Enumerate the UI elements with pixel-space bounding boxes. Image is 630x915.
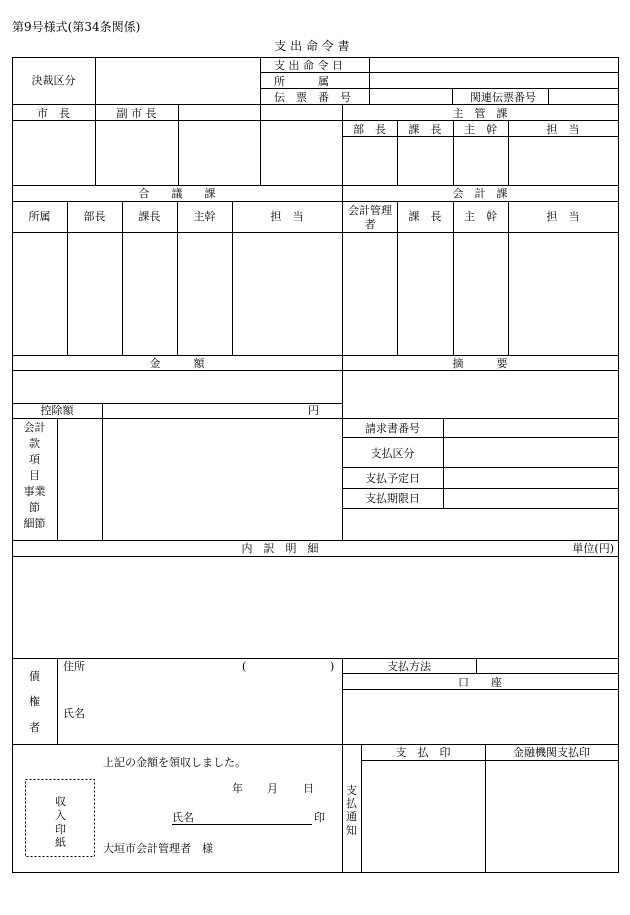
related-voucher-label: 関連伝票番号: [470, 91, 536, 104]
address-paren-close: ): [330, 660, 335, 673]
supervising-col-head: 担 当: [546, 123, 580, 136]
payment-method-label: 支払方法: [387, 660, 431, 673]
payment-deadline-label: 支払期限日: [365, 492, 420, 505]
bank-seal-label: 金融機関支払印: [513, 746, 590, 759]
payment-notice-label: 支 払 通 知: [346, 784, 357, 837]
receipt-name-label: 氏名: [172, 811, 194, 824]
order-date-label: 支 出 命 令 日: [274, 59, 343, 72]
yen-unit: 円: [308, 404, 319, 417]
address-paren-open: (: [242, 660, 247, 673]
accounting-section-title: 会 計 課: [452, 187, 508, 200]
receipt-month: 月: [267, 782, 278, 795]
receipt-statement: 上記の金額を領収しました。: [103, 756, 246, 769]
breakdown-label: 内 訳 明 細: [241, 542, 319, 555]
scheduled-payment-date-label: 支払予定日: [365, 472, 420, 485]
department-label: 所 属: [274, 75, 329, 88]
accounting-col-head: 担 当: [546, 210, 580, 223]
payment-category-label: 支払区分: [370, 447, 415, 460]
approval-category-label: 決裁区分: [31, 74, 76, 87]
account-label: 口 座: [458, 676, 502, 689]
form-title: 支 出 命 令 書: [274, 39, 350, 53]
summary-label: 摘 要: [452, 357, 508, 370]
mayor-label: 市 長: [37, 107, 70, 120]
voucher-number-label: 伝 票 番 号: [274, 91, 351, 104]
creditor-label: 債 権 者: [29, 670, 40, 734]
receipt-year: 年: [232, 782, 243, 795]
receipt-seal: 印: [314, 811, 325, 824]
amount-label: 金 額: [149, 357, 205, 370]
receipt-day: 日: [303, 782, 314, 795]
supervising-section-label: 主 管 課: [452, 107, 508, 120]
consultation-col-head: 主幹: [193, 210, 216, 223]
deputy-mayor-label: 副 市 長: [116, 107, 157, 120]
deduction-label: 控除額: [40, 404, 74, 417]
form-number: 第9号様式(第34条関係): [12, 20, 141, 34]
address-label: 住所: [63, 660, 85, 673]
consultation-col-head: 担 当: [270, 210, 304, 223]
payment-seal-label: 支 払 印: [395, 746, 451, 759]
supervising-col-head: 主 幹: [464, 123, 497, 136]
supervising-col-head: 部 長: [353, 123, 386, 136]
revenue-stamp-label: 収 入 印 紙: [55, 795, 66, 850]
accounting-col-head: 主 幹: [464, 210, 497, 223]
consultation-col-head: 部長: [83, 210, 106, 223]
accounting-col-head: 課 長: [408, 210, 442, 223]
creditor-name-label: 氏名: [63, 707, 85, 720]
consultation-col-head: 課長: [138, 210, 161, 223]
invoice-number-label: 請求書番号: [365, 422, 420, 435]
account-code-labels: 会計 款 項 目 事業 節 細節: [23, 421, 46, 530]
consultation-section-title: 合 議 課: [138, 187, 216, 200]
accounting-col-head: 会計管理者: [348, 204, 392, 232]
supervising-col-head: 課 長: [408, 123, 442, 136]
receipt-addressee: 大垣市会計管理者 様: [103, 842, 213, 855]
breakdown-unit: 単位(円): [572, 542, 614, 555]
consultation-col-head: 所属: [28, 210, 51, 223]
